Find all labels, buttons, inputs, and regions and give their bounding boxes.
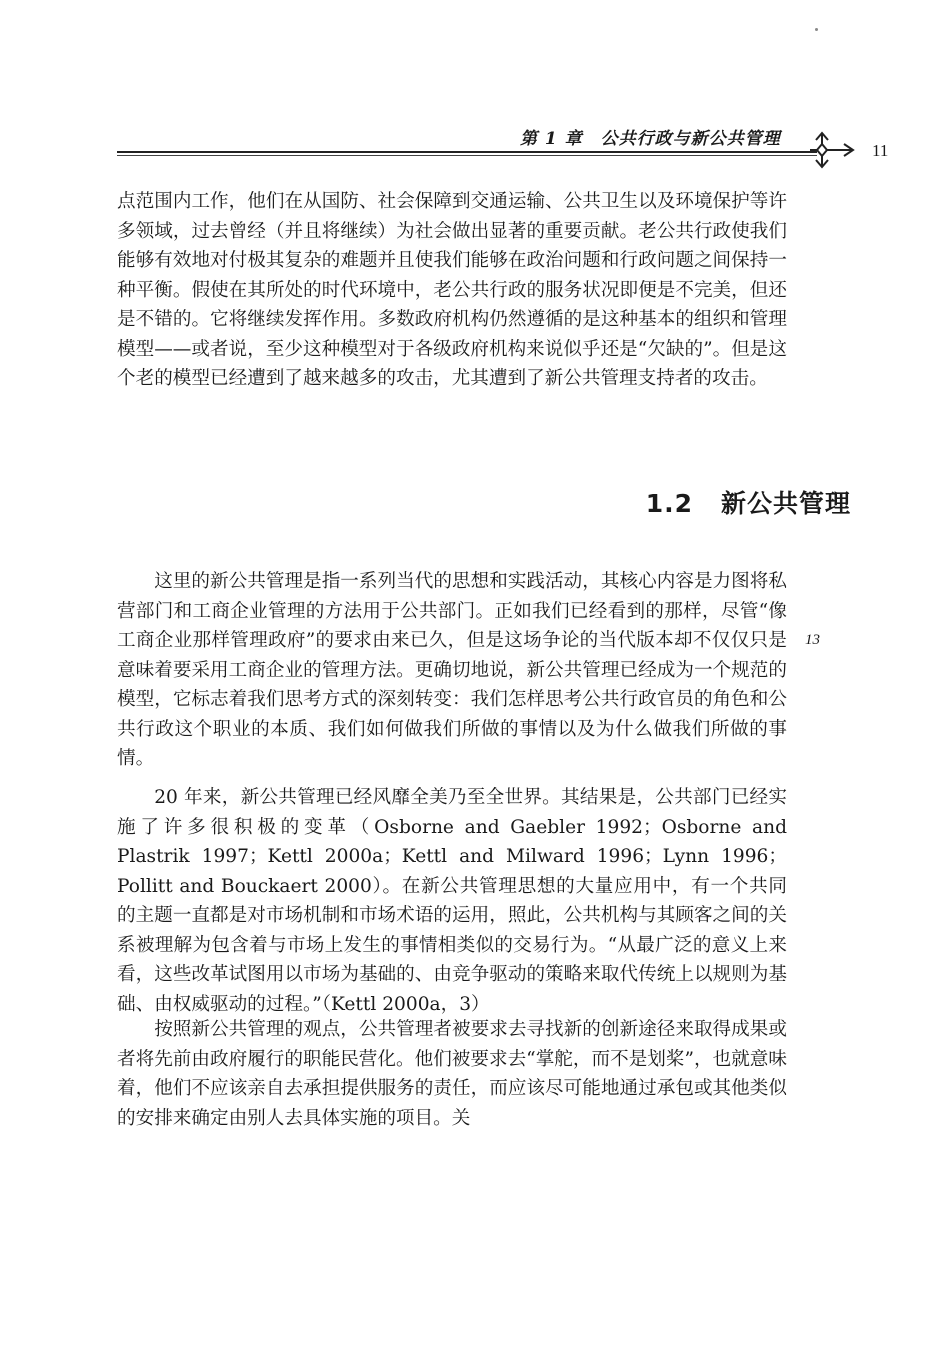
body-paragraph: 20 年来，新公共管理已经风靡全美乃至全世界。其结果是，公共部门已经实施了许多很积极的变革（Osborne and Gaebler 1992；Osborne and Plastrik 1997；Kettl 2000a；Kettl and Milward 1996；Lynn 1996；Pollitt and Bouckaert 2000）。在新公共管理思想的大量应用中，有一个共同的主题一直都是对市场机制和市场术语的运用，照此，公共机构与其顾客之间的关系被理解为包含着与市场上发生的事情相类似的交易行为。“从最广泛的意义上来看，这些改革试图用以市场为基础的、由竞争驱动的策略来取代传统上以规则为基础、由权威驱动的过程。”（Kettl 2000a，3） [117,787,787,1015]
body-paragraph: 按照新公共管理的观点，公共管理者被要求去寻找新的创新途径来取得成果或者将先前由政府履行的职能民营化。他们被要求去“掌舵，而不是划桨”，也就意味着，他们不应该亲自去承担提供服务的责任，而应该尽可能地通过承包或其他类似的安排来确定由别人去具体实施的项目。关 [117,1019,787,1129]
header-rule [117,151,817,153]
body-paragraph: 这里的新公共管理是指一系列当代的思想和实践活动，其核心内容是力图将私营部门和工商企业管理的方法用于公共部门。正如我们已经看到的那样，尽管“像工商企业那样管理政府”的要求由来已久，但是这场争论的当代版本却不仅仅只是意味着要采用工商企业的管理方法。更确切地说，新公共管理已经成为一个规范的模型，它标志着我们思考方式的深刻转变：我们怎样思考公共行政官员的角色和公共行政这个职业的本质、我们如何做我们所做的事情以及为什么做我们所做的事情。 [117,571,787,769]
body-paragraph: 点范围内工作，他们在从国防、社会保障到交通运输、公共卫生以及环境保护等许多领域，过去曾经（并且将继续）为社会做出显著的重要贡献。老公共行政使我们能够有效地对付极其复杂的难题并且使我们能够在政治问题和行政问题之间保持一种平衡。假使在其所处的时代环境中，老公共行政的服务状况即便是不完美，但还是不错的。它将继续发挥作用。多数政府机构仍然遵循的是这种基本的组织和管理模型——或者说，至少这种模型对于各级政府机构来说似乎还是“欠缺的”。但是这个老的模型已经遭到了越来越多的攻击，尤其遭到了新公共管理支持者的攻击。 [117,191,787,389]
compass-arrow-icon [808,130,856,170]
scan-speck [815,28,818,31]
margin-page-reference: 13 [805,632,820,648]
header-rule-thin [117,155,817,156]
page-number: 11 [872,141,889,160]
section-number: 1.2 [645,489,693,518]
running-header-chapter-title: 第 1 章 公共行政与新公共管理 [520,129,781,149]
section-heading [646,484,851,520]
section-title: 新公共管理 [720,489,851,518]
